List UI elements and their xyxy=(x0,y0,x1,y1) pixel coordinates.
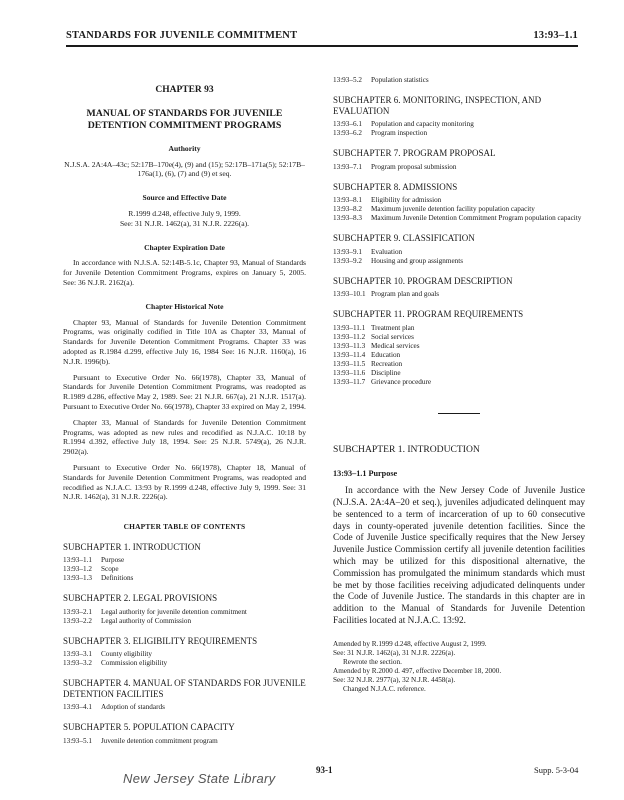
toc-entry xyxy=(63,617,306,626)
toc-entry-title: Program plan and goals xyxy=(371,290,440,298)
toc-entry-title: Maximum juvenile detention facility population capacity xyxy=(371,205,535,213)
toc-entry-number: 13:93–11.2 xyxy=(333,332,366,341)
toc-entry xyxy=(63,556,306,565)
toc-subchapter-title: SUBCHAPTER 1. INTRODUCTION xyxy=(63,541,201,552)
toc-entry xyxy=(63,737,306,746)
right-column xyxy=(333,76,585,694)
toc-subchapter-title: SUBCHAPTER 7. PROGRAM PROPOSAL xyxy=(333,148,496,158)
toc-entry-number: 13:93–4.1 xyxy=(63,703,92,712)
toc-entry-title: Purpose xyxy=(101,556,125,565)
toc-entry-number: 13:93–11.5 xyxy=(333,359,366,368)
toc-subchapter-title: SUBCHAPTER 11. PROGRAM REQUIREMENTS xyxy=(333,309,524,319)
history-line: See: 32 N.J.R. 2977(a), 32 N.J.R. 4458(a). xyxy=(333,675,456,684)
toc-entry-number: 13:93–11.6 xyxy=(333,368,366,377)
toc-entry-number: 13:93–8.3 xyxy=(333,214,362,222)
supplement-date: Supp. 5-3-04 xyxy=(534,765,579,775)
left-column xyxy=(63,76,306,746)
toc-entry-number: 13:93–7.1 xyxy=(333,162,362,171)
toc-entry-title: Recreation xyxy=(371,359,403,368)
toc-entry-number: 13:93–11.1 xyxy=(333,323,366,332)
chapter-number: CHAPTER 93 xyxy=(155,85,214,95)
toc-subchapter-title: SUBCHAPTER 8. ADMISSIONS xyxy=(333,181,458,192)
toc-entry-number: 13:93–1.3 xyxy=(63,574,92,583)
history-heading: Chapter Historical Note xyxy=(145,301,224,311)
toc-entry xyxy=(333,290,585,299)
toc-entry-title: Evaluation xyxy=(371,247,403,256)
toc-entry xyxy=(63,565,306,574)
toc-entry-title: Legal authority for juvenile detention commitment xyxy=(101,607,247,616)
toc-entry-number: 13:93–3.2 xyxy=(63,659,92,668)
toc-entry xyxy=(333,324,585,333)
toc-subchapter-title: SUBCHAPTER 9. CLASSIFICATION xyxy=(333,233,475,243)
page-number: 93-1 xyxy=(316,765,333,775)
toc-right-top-list xyxy=(333,76,585,85)
toc-entry-number: 13:93–6.2 xyxy=(333,129,362,137)
toc-entry-title: Treatment plan xyxy=(371,323,415,332)
toc-entry xyxy=(333,360,585,369)
toc-entry-title: Commission eligibility xyxy=(101,659,168,668)
running-header xyxy=(66,30,578,41)
toc-entry-number: 13:93–1.1 xyxy=(63,556,92,565)
toc-entry-number: 13:93–9.1 xyxy=(333,247,362,256)
toc-entry-title: Adoption of standards xyxy=(101,703,165,712)
history-paragraph: Chapter 93, Manual of Standards for Juvenile Detention Commitment Programs, was originally codified in Title 10A as Chapter 33, Manual of Standards for Juvenile Detention Commitment Programs. Chapter 33 was adopted as R.1984 d.299, effective July 16, 1984 See: 16 N.J.R. 1160(a), 16 N.J.R. 1996(b). xyxy=(63,317,306,366)
source-heading: Source and Effective Date xyxy=(142,193,227,203)
toc-entry xyxy=(333,214,585,223)
toc-entry-title: Scope xyxy=(101,565,119,574)
toc-entry-title: Legal authority of Commission xyxy=(101,616,192,625)
toc-entry-number: 13:93–11.3 xyxy=(333,341,366,350)
toc-entry xyxy=(63,650,306,659)
toc-entry xyxy=(63,659,306,668)
toc-entry-title: Eligibility for admission xyxy=(371,196,442,204)
source-line-1: R.1999 d.248, effective July 9, 1999. xyxy=(128,208,241,218)
authority-heading: Authority xyxy=(168,143,201,153)
toc-entry-number: 13:93–5.1 xyxy=(63,736,92,745)
toc-entry xyxy=(63,703,306,712)
authority-text: N.J.S.A. 2A:4A–43c; 52:17B–170e(4), (9) and (15); 52:17B–171a(5); 52:17B–176a(1), (6), (7) and (9) et seq. xyxy=(64,159,305,179)
history-line: See: 31 N.J.R. 1462(a), 31 N.J.R. 2226(a). xyxy=(333,648,456,657)
chapter-title: MANUAL OF STANDARDS FOR JUVENILE DETENTION COMMITMENT PROGRAMS xyxy=(86,107,283,131)
toc-entry xyxy=(333,342,585,351)
library-stamp: New Jersey State Library xyxy=(123,771,276,786)
toc-subchapter-title: SUBCHAPTER 6. MONITORING, INSPECTION, AND EVALUATION xyxy=(333,95,542,116)
toc-entry-number: 13:93–11.7 xyxy=(333,377,366,386)
toc-entry-number: 13:93–1.2 xyxy=(63,565,92,574)
header-section-number: 13:93–1.1 xyxy=(533,30,578,41)
toc-entry-number: 13:93–5.2 xyxy=(333,76,362,84)
toc-entry-title: Grievance procedure xyxy=(371,377,432,386)
toc-left-list xyxy=(63,542,306,746)
toc-subchapter-title: SUBCHAPTER 3. ELIGIBILITY REQUIREMENTS xyxy=(63,635,258,646)
rule-heading: 13:93–1.1 Purpose xyxy=(333,468,398,478)
toc-entry-number: 13:93–8.1 xyxy=(333,196,362,204)
toc-entry-number: 13:93–10.1 xyxy=(333,290,366,298)
toc-entry-number: 13:93–6.1 xyxy=(333,120,362,128)
toc-subchapter-title: SUBCHAPTER 2. LEGAL PROVISIONS xyxy=(63,593,218,604)
toc-entry xyxy=(333,248,585,257)
toc-entry-number: 13:93–2.2 xyxy=(63,616,92,625)
history-paragraph: Chapter 33, Manual of Standards for Juvenile Detention Commitment Programs, was adopted as new rules and recodified as N.J.A.C. 10:18 by R.1994 d.392, effective July 18, 1994. See: 25 N.J.R. 5749(a), 26 N.J.R. 2902(a). xyxy=(63,417,306,457)
history-line: Rewrote the section. xyxy=(343,657,402,666)
source-line-2: See: 31 N.J.R. 1462(a), 31 N.J.R. 2226(a). xyxy=(119,218,250,228)
rule-body: In accordance with the New Jersey Code of Juvenile Justice (N.J.S.A. 2A:4A–20 et seq.), juveniles adjudicated delinquent may be sentenced to a term of incarceration of up to 60 consecutive days in county-operated juvenile detention facilities. Since the Code of Juvenile Justice specifically requires that the New Jersey Juvenile Justice Commission certify all juvenile detention facilities which may be utilized for this dispositional alternative, the Commission has promulgated the minimum standards which must be met by those facilities receiving adjudicated delinquents under the Code of Juvenile Justice. The standards in this chapter are in addition to the Manual of Standards for Juvenile Detention Facilities located at N.J.A.C. 13:92. xyxy=(333,486,585,627)
toc-entry xyxy=(63,608,306,617)
toc-entry-title: Program inspection xyxy=(371,129,428,137)
toc-subchapter-title: SUBCHAPTER 10. PROGRAM DESCRIPTION xyxy=(333,275,513,286)
toc-entry xyxy=(333,351,585,360)
toc-entry xyxy=(333,76,585,85)
toc-entry-number: 13:93–3.1 xyxy=(63,650,92,659)
toc-entry-title: Maximum Juvenile Detention Commitment Program population capacity xyxy=(371,214,582,222)
toc-entry-title: Population statistics xyxy=(371,76,429,84)
toc-entry-title: Population and capacity monitoring xyxy=(371,120,474,128)
toc-entry-title: Program proposal submission xyxy=(371,162,457,171)
toc-entry xyxy=(63,574,306,583)
toc-entry-title: Medical services xyxy=(371,341,420,350)
toc-entry-title: County eligibility xyxy=(101,650,152,659)
toc-entry-title: Definitions xyxy=(101,574,134,583)
toc-entry xyxy=(333,129,585,138)
toc-subchapter-title: SUBCHAPTER 5. POPULATION CAPACITY xyxy=(63,722,235,733)
expiration-heading: Chapter Expiration Date xyxy=(144,242,225,252)
toc-entry xyxy=(333,333,585,342)
toc-entry-title: Housing and group assignments xyxy=(371,256,464,265)
toc-subchapter-title: SUBCHAPTER 4. MANUAL OF STANDARDS FOR JUVENILE DETENTION FACILITIES xyxy=(63,678,306,699)
toc-entry xyxy=(333,257,585,266)
toc-entry-title: Social services xyxy=(371,332,414,341)
section-history xyxy=(333,640,585,694)
toc-entry-title: Education xyxy=(371,350,401,359)
toc-entry xyxy=(333,120,585,129)
toc-entry-title: Juvenile detention commitment program xyxy=(101,736,218,745)
header-rule xyxy=(66,45,578,47)
toc-entry xyxy=(333,163,585,172)
toc-entry xyxy=(333,196,585,205)
toc-entry xyxy=(333,369,585,378)
toc-entry-title: Discipline xyxy=(371,368,401,377)
header-title: STANDARDS FOR JUVENILE COMMITMENT xyxy=(66,30,298,41)
subchapter-heading: SUBCHAPTER 1. INTRODUCTION xyxy=(333,443,480,455)
toc-right-list xyxy=(333,95,585,387)
divider-rule xyxy=(438,413,480,414)
toc-entry-number: 13:93–11.4 xyxy=(333,350,366,359)
toc-entry-number: 13:93–2.1 xyxy=(63,607,92,616)
history-paragraph: Pursuant to Executive Order No. 66(1978), Chapter 33, Manual of Standards for Juvenile Detention Commitment Programs, was readopted as R.1989 d.286, effective May 2, 1989. See: 21 N.J.R. 667(a), 21 N.J.R. 1517(a). Pursuant to Executive Order No. 66(1978), Chapter 33 expired on May 2, 1994. xyxy=(63,372,306,411)
toc-entry-number: 13:93–9.2 xyxy=(333,256,362,265)
history-paragraph: Pursuant to Executive Order No. 66(1978), Chapter 18, Manual of Standards for Juvenile Detention Commitment Programs, was readopted and recodified as N.J.A.C. 13:93 by R.1999 d.248, effective July 9, 1999. See: 31 N.J.R. 1462(a), 31 N.J.R. 2226(a). xyxy=(63,462,306,502)
history-line: Amended by R.1999 d.248, effective August 2, 1999. xyxy=(333,639,487,648)
expiration-text: In accordance with N.J.S.A. 52:14B-5.1c, Chapter 93, Manual of Standards for Juvenile Detention Commitment Programs, expires on January 5, 2005. See: 36 N.J.R. 2162(a). xyxy=(63,258,306,287)
toc-heading: CHAPTER TABLE OF CONTENTS xyxy=(123,522,246,532)
toc-entry-number: 13:93–8.2 xyxy=(333,205,362,213)
history-line: Amended by R.2000 d. 497, effective December 18, 2000. xyxy=(333,666,502,675)
history-line: Changed N.J.A.C. reference. xyxy=(343,684,426,693)
toc-entry xyxy=(333,205,585,214)
toc-entry xyxy=(333,378,585,387)
